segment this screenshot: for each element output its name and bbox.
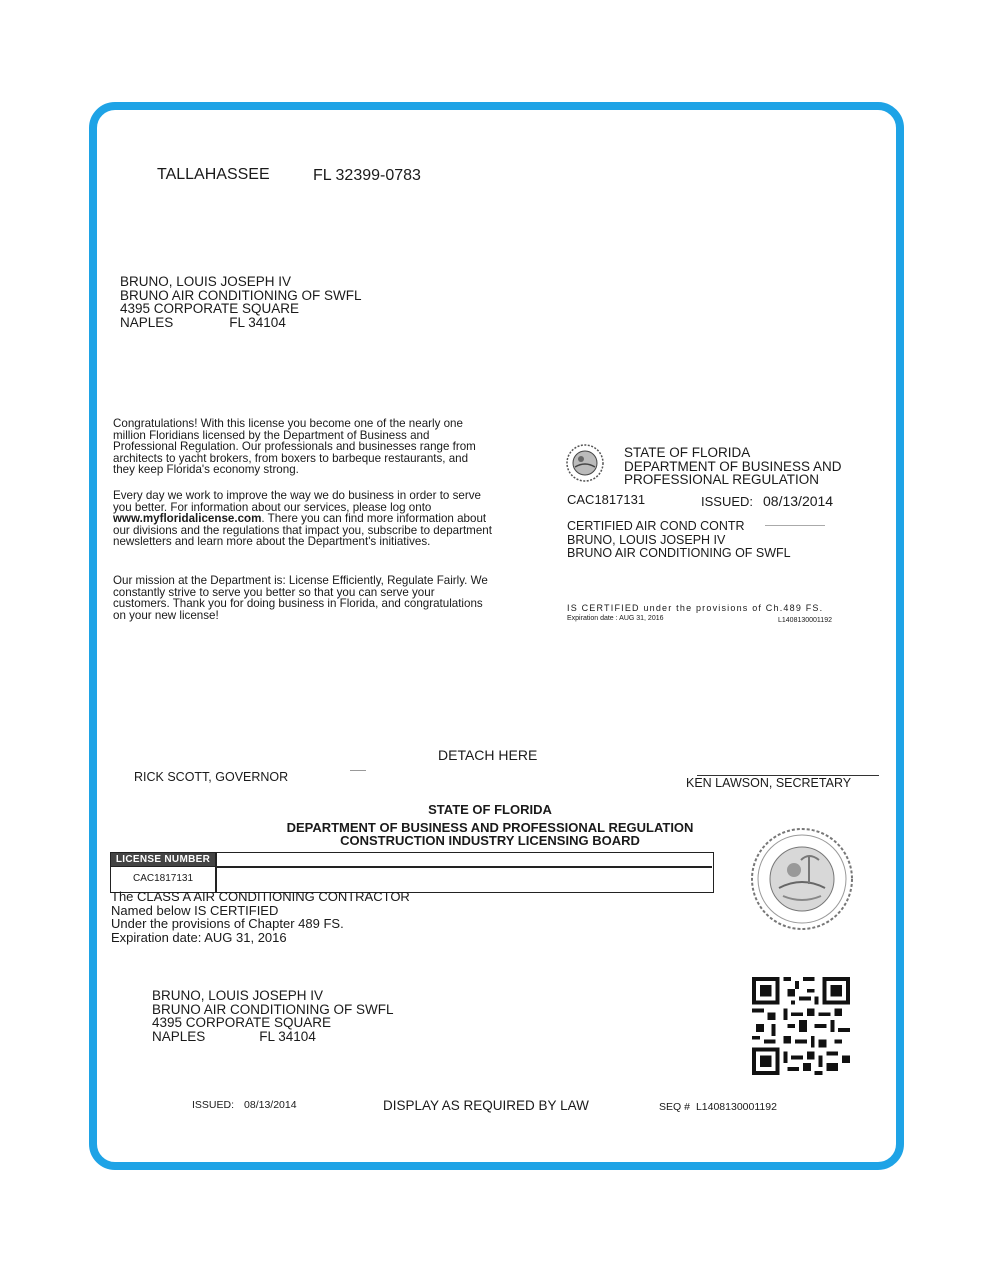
letter-paragraph-2 [113,490,493,548]
detach-here: DETACH HERE [438,747,538,763]
license-box-divider [215,866,712,868]
cert-business: BRUNO AIR CONDITIONING OF SWFL [152,1001,394,1017]
card-agency [624,446,842,487]
cert-street: 4395 CORPORATE SQUARE [152,1015,332,1031]
card-business: BRUNO AIR CONDITIONING OF SWFL [567,546,791,560]
cert-text-line-3: Under the provisions of Chapter 489 FS. [111,916,344,932]
card-details [567,520,791,561]
secretary: KEN LAWSON, SECRETARY [686,776,852,790]
qr-code-icon [752,977,850,1075]
cert-text-line-2: Named below IS CERTIFIED [111,902,279,918]
card-agency-line-2: DEPARTMENT OF BUSINESS AND [624,458,842,474]
cert-state-zip: FL 34104 [259,1028,316,1044]
letter-paragraph-3: Our mission at the Department is: License Efficiently, Regulate Fairly. We constantly strive to serve you better so that you can serve your customers. Thank you for doing business in Florida, and congratulations on your new license! [113,574,488,622]
card-expiration: Expiration date : AUG 31, 2016 [567,615,664,622]
cert-city-row [152,1030,394,1044]
card-agency-line-1: STATE OF FLORIDA [624,445,751,460]
cert-classification [111,890,410,944]
card-agency-line-3: PROFESSIONAL REGULATION [624,472,820,488]
recipient-street: 4395 CORPORATE SQUARE [120,301,300,317]
license-number-label: LICENSE NUMBER [111,853,215,866]
cert-address [152,989,394,1043]
letter-p2-end: . There you can find more information about our divisions and the regulations that impact you, subscribe to department newsletters and learn more about the Department's initiatives. [113,512,492,549]
cert-issued [192,1099,297,1111]
cert-text-line-4: Expiration date: AUG 31, 2016 [111,929,287,945]
card-name: BRUNO, LOUIS JOSEPH IV [567,532,726,547]
recipient-address [120,275,362,329]
recipient-business: BRUNO AIR CONDITIONING OF SWFL [120,287,362,303]
card-class: CERTIFIED AIR COND CONTR [567,519,745,533]
cert-issued-date: 08/13/2014 [244,1099,297,1111]
website-link: www.myfloridalicense.com [113,512,262,526]
letter-p2-start: Every day we work to improve the way we do business in order to serve you better. For information about our services, please log onto [113,489,481,514]
recipient-state-zip: FL 34104 [229,314,286,330]
perforation-mark [765,525,825,526]
cert-header-board: CONSTRUCTION INDUSTRY LICENSING BOARD [340,833,640,848]
card-license-number: CAC1817131 [567,492,646,507]
license-number-box [110,852,714,893]
cert-header-state: STATE OF FLORIDA [428,802,552,817]
cert-header-department: DEPARTMENT OF BUSINESS AND PROFESSIONAL REGULATION [286,820,694,835]
cert-issued-label: ISSUED: [192,1099,235,1111]
cert-seq [659,1101,777,1113]
governor: RICK SCOTT, GOVERNOR [134,770,289,784]
card-seq: L1408130001192 [778,617,832,624]
recipient-city: NAPLES [120,314,174,330]
letter-paragraph-1: Congratulations! With this license you become one of the nearly one million Floridians licensed by the Department of Business and Professional Regulation. Our professionals and businesses range from architects to yacht brokers, from boxers to barbeque restaurants, and they keep Florida's economy strong. [113,417,476,477]
license-number-value: CAC1817131 [132,873,194,884]
mailer-city: TALLAHASSEE [157,166,270,183]
display-notice: DISPLAY AS REQUIRED BY LAW [383,1098,589,1113]
card-issued [701,493,833,509]
cert-name: BRUNO, LOUIS JOSEPH IV [152,988,324,1003]
card-certified-line: IS CERTIFIED under the provisions of Ch.489 FS. [567,603,824,613]
cert-city: NAPLES [152,1028,206,1044]
cert-seq-value: L1408130001192 [695,1101,777,1113]
recipient-name: BRUNO, LOUIS JOSEPH IV [120,274,292,289]
perforation-mark [350,770,366,771]
license-box-divider [215,853,217,892]
mailer-state-zip: FL 32399-0783 [313,167,421,184]
cert-text-line-1: The CLASS A AIR CONDITIONING CONTRACTOR [111,889,410,904]
card-issued-date: 08/13/2014 [763,493,834,509]
card-issued-label: ISSUED: [701,494,754,509]
state-seal-icon [749,826,855,932]
state-seal-small-icon [565,443,605,483]
recipient-city-row [120,316,362,330]
cert-seq-label: SEQ # [659,1101,690,1113]
